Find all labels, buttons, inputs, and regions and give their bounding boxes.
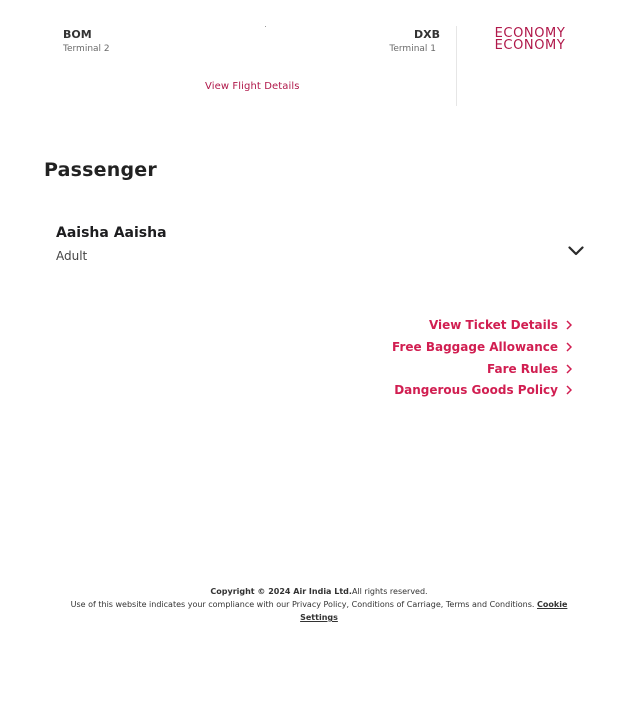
passenger-type: Adult — [56, 249, 88, 263]
destination-terminal: Terminal 1 — [389, 44, 436, 54]
chevron-right-icon — [566, 385, 572, 395]
free-baggage-allowance-link[interactable] — [392, 340, 572, 354]
origin-terminal: Terminal 2 — [63, 44, 110, 54]
view-flight-details-link[interactable]: View Flight Details — [205, 81, 300, 92]
fare-rules-link[interactable] — [487, 362, 572, 376]
chevron-right-icon — [566, 320, 572, 330]
chevron-right-icon — [566, 342, 572, 352]
passenger-name: Aaisha Aaisha — [56, 225, 167, 241]
rights-text: All rights reserved. — [351, 587, 428, 596]
footer — [0, 585, 638, 624]
chevron-right-icon — [566, 364, 572, 374]
passenger-section-title: Passenger — [44, 159, 157, 181]
chevron-down-glyph — [568, 246, 584, 256]
footer-copyright-line — [0, 585, 638, 598]
passenger-card[interactable] — [44, 215, 596, 275]
destination-code: DXB — [414, 28, 440, 41]
cabin-class — [491, 28, 569, 52]
view-ticket-details-link[interactable] — [429, 318, 572, 332]
footer-notice-line — [0, 598, 638, 624]
dangerous-goods-policy-link[interactable] — [394, 383, 572, 397]
divider — [456, 26, 457, 106]
copyright-text: Copyright © 2024 Air India Ltd. — [210, 587, 352, 596]
cookie-settings-link[interactable]: Cookie Settings — [300, 600, 568, 622]
origin-code: BOM — [63, 28, 92, 41]
cabin-class-line-2: ECONOMY — [494, 38, 566, 53]
compliance-notice: Use of this website indicates your compliance with our Privacy Policy, Conditions of Carriage, Terms and Conditions. — [70, 600, 535, 609]
chevron-down-icon[interactable] — [568, 241, 584, 260]
route-line-dot — [265, 26, 266, 27]
view-ticket-details-label: View Ticket Details — [428, 318, 558, 332]
fare-rules-label: Fare Rules — [486, 362, 558, 376]
free-baggage-allowance-label: Free Baggage Allowance — [392, 340, 558, 354]
cabin-class-line-1: ECONOMY — [494, 26, 566, 41]
dangerous-goods-policy-label: Dangerous Goods Policy — [394, 383, 558, 397]
